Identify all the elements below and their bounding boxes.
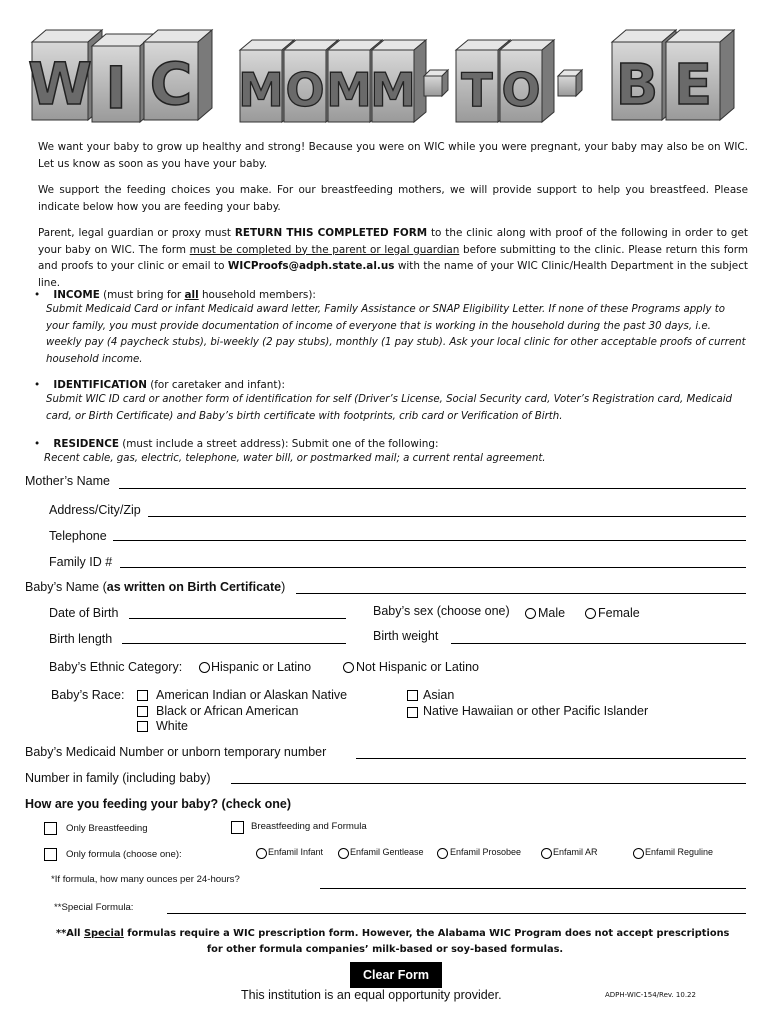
p3-text-e: before submitting to the clinic. Please return this form and proofs to your clinic or email to [38, 243, 748, 272]
svg-text:M: M [326, 63, 372, 117]
special-notice-line-1 [56, 928, 729, 939]
family-number-field[interactable] [231, 783, 746, 784]
enfamil-infant-label: Enfamil Infant [268, 847, 324, 857]
medicaid-field[interactable] [356, 758, 746, 759]
baby-name-field[interactable] [296, 593, 746, 594]
enfamil-prosobee-label: Enfamil Prosobee [450, 847, 522, 857]
only-formula-label: Only formula (choose one): [66, 849, 182, 860]
address-label: Address/City/Zip [49, 503, 141, 517]
svg-text:E: E [673, 53, 713, 118]
identification-detail: Submit WIC ID card or another form of identification for self (Driver’s License, Social Security card, Voter’s Registration card, Medicaid card, or Birth Certificate) and Baby’s birth certificate with footprints, crib card or Verification of Birth. [46, 394, 733, 422]
telephone-label: Telephone [49, 529, 107, 543]
notice-a: **All [56, 928, 84, 939]
enfamil-infant-radio[interactable] [256, 848, 267, 859]
bullet-icon: • [34, 379, 41, 391]
income-title: INCOME [53, 289, 100, 301]
hispanic-label: Hispanic or Latino [211, 660, 312, 674]
baby-name-label [25, 580, 285, 594]
female-label: Female [598, 606, 640, 620]
ounces-field[interactable] [320, 888, 746, 889]
enfamil-ar-radio[interactable] [541, 848, 552, 859]
race-asian-label: Asian [423, 688, 455, 702]
p3-text-g: with the name of your WIC Clinic/Health Department in the subject line. [38, 260, 748, 289]
breast-and-formula-label: Breastfeeding and Formula [251, 821, 367, 832]
family-number-label: Number in family (including baby) [25, 771, 211, 785]
block-w [28, 30, 102, 120]
block-o2 [500, 40, 554, 122]
dob-label: Date of Birth [49, 606, 119, 620]
residence-title: RESIDENCE [53, 438, 119, 450]
notice-b: formulas require a WIC prescription form. However, the Alabama WIC Program does not accept prescriptions [123, 928, 730, 939]
race-american-indian-label: American Indian or Alaskan Native [156, 688, 348, 702]
p3-must-complete: must be completed by the parent or legal guardian [189, 243, 460, 256]
notice-special: Special [83, 928, 124, 939]
enfamil-reguline-label: Enfamil Reguline [645, 847, 714, 857]
form-code: ADPH-WIC-154/Rev. 10.22 [605, 991, 696, 999]
race-asian-checkbox[interactable] [407, 690, 418, 701]
identification-title: IDENTIFICATION [53, 379, 147, 391]
race-native-hawaiian-label: Native Hawaiian or other Pacific Islander [423, 704, 649, 718]
block-e [666, 30, 734, 120]
birth-length-field[interactable] [122, 643, 346, 644]
race-white-label: White [156, 719, 188, 733]
male-radio[interactable] [525, 608, 536, 619]
birth-length-label: Birth length [49, 632, 113, 646]
female-radio[interactable] [585, 608, 596, 619]
address-field[interactable] [148, 516, 746, 517]
svg-text:W: W [28, 50, 92, 118]
only-breastfeeding-label: Only Breastfeeding [66, 823, 148, 834]
bullet-icon: • [34, 438, 41, 450]
svg-text:C: C [149, 50, 193, 118]
breast-and-formula-checkbox[interactable] [231, 821, 244, 834]
p3-text-a: Parent, legal guardian or proxy must [38, 227, 235, 239]
residence-heading [34, 436, 439, 452]
income-pre: (must bring for [99, 289, 185, 301]
not-hispanic-label: Not Hispanic or Latino [356, 660, 479, 674]
special-formula-field[interactable] [167, 913, 746, 914]
male-label: Male [538, 606, 566, 620]
income-heading [34, 287, 316, 303]
wic-mommy-to-be-logo [28, 28, 748, 128]
baby-name-text: Baby’s Name ( [25, 580, 107, 594]
birth-weight-field[interactable] [451, 643, 746, 644]
race-american-indian-checkbox[interactable] [137, 690, 148, 701]
hispanic-radio[interactable] [199, 662, 210, 673]
race-label: Baby’s Race: [51, 688, 125, 702]
identification-heading [34, 377, 285, 393]
block-m3 [370, 40, 426, 122]
race-native-hawaiian-checkbox[interactable] [407, 707, 418, 718]
not-hispanic-radio[interactable] [343, 662, 354, 673]
income-detail: Submit Medicaid Card or infant Medicaid award letter, Family Assistance or SNAP Eligibility Letter. If none of these Programs apply to your family, you must provide documentation of income of everyone that is working in the household during the past 30 days, i.e. weekly pay (4 paycheck stubs), bi-weekly (2 pay stubs), monthly (1 pay stub). Ask your local clinic for other acceptable proofs of current household income. [46, 304, 746, 365]
enfamil-prosobee-radio[interactable] [437, 848, 448, 859]
medicaid-label: Baby’s Medicaid Number or unborn temporary number [25, 745, 327, 759]
intro-paragraph-1: We want your baby to grow up healthy and strong! Because you were on WIC while you were pregnant, your baby may also be on WIC. Let us know as soon as you have your baby. [38, 141, 748, 170]
enfamil-ar-label: Enfamil AR [553, 847, 598, 857]
intro-paragraph-3 [38, 225, 748, 291]
only-breastfeeding-checkbox[interactable] [44, 822, 57, 835]
svg-text:T: T [461, 63, 493, 117]
p3-text-c: to the clinic along with proof of the following in order to get your baby on WIC. The form [38, 227, 748, 256]
block-c [144, 30, 212, 120]
baby-sex-label: Baby’s sex (choose one) [373, 604, 510, 618]
equal-opportunity-statement: This institution is an equal opportunity provider. [241, 988, 502, 1002]
residence-rest: (must include a street address): Submit one of the following: [118, 438, 439, 450]
baby-name-close: ) [281, 580, 286, 594]
svg-text:O: O [285, 63, 325, 117]
identification-rest: (for caretaker and infant): [146, 379, 285, 391]
ethnic-label: Baby’s Ethnic Category: [49, 660, 183, 674]
family-id-label: Family ID # [49, 555, 113, 569]
race-white-checkbox[interactable] [137, 721, 148, 732]
bullet-icon: • [34, 289, 41, 301]
block-dash2 [558, 70, 582, 96]
special-formula-label: **Special Formula: [54, 902, 134, 913]
enfamil-gentlease-radio[interactable] [338, 848, 349, 859]
svg-text:O: O [501, 63, 541, 117]
feeding-question: How are you feeding your baby? (check one) [25, 797, 292, 811]
mothers-name-field[interactable] [119, 488, 746, 489]
dob-field[interactable] [129, 618, 346, 619]
block-dash1 [424, 70, 448, 96]
mothers-name-label: Mother’s Name [25, 474, 110, 488]
income-all: all [184, 289, 199, 301]
baby-name-bold: as written on Birth Certificate [106, 580, 282, 594]
ounces-label: *If formula, how many ounces per 24-hours? [51, 874, 240, 885]
telephone-field[interactable] [113, 540, 746, 541]
clear-form-button[interactable]: Clear Form [350, 962, 442, 988]
p3-return-form: RETURN THIS COMPLETED FORM [234, 227, 428, 239]
special-notice-line-2: for other formula companies’ milk-based or soy-based formulas. [206, 944, 564, 955]
intro-paragraph-2: We support the feeding choices you make. For our breastfeeding mothers, we will provide support to help you breastfeed. Please indicate below how you are feeding your baby. [38, 184, 748, 213]
svg-text:B: B [615, 53, 659, 118]
svg-text:M: M [238, 63, 284, 117]
race-black-label: Black or African American [156, 704, 299, 718]
family-id-field[interactable] [120, 567, 746, 568]
race-black-checkbox[interactable] [137, 706, 148, 717]
proofs-email: WICProofs@adph.state.al.us [227, 260, 395, 272]
income-post: household members): [198, 289, 316, 301]
enfamil-reguline-radio[interactable] [633, 848, 644, 859]
svg-text:M: M [370, 63, 416, 117]
svg-text:I: I [105, 54, 127, 122]
only-formula-checkbox[interactable] [44, 848, 57, 861]
birth-weight-label: Birth weight [373, 629, 439, 643]
residence-detail: Recent cable, gas, electric, telephone, water bill, or postmarked mail; a current rental agreement. [44, 453, 546, 464]
enfamil-gentlease-label: Enfamil Gentlease [350, 847, 424, 857]
